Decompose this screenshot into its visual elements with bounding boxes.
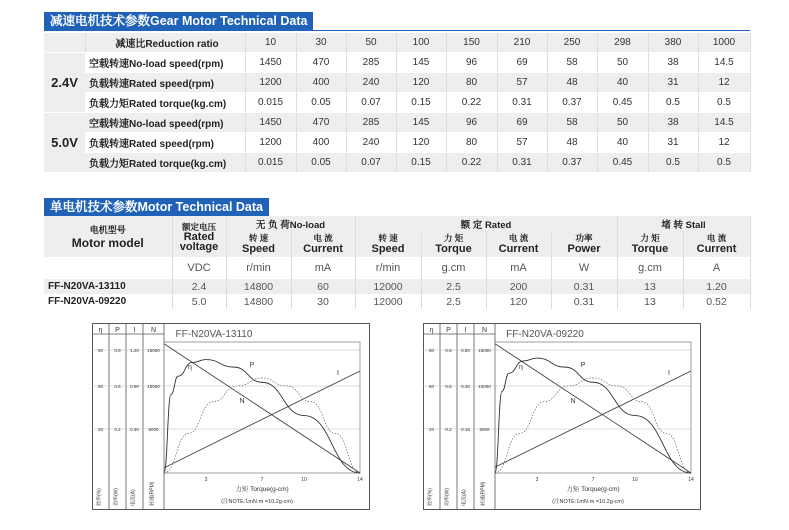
- x-tick-label: 3: [535, 477, 539, 483]
- gear-value-cell: 40: [597, 133, 648, 153]
- chart-title: FF-N20VA-13110: [175, 329, 253, 340]
- axis-tick-label: 0.15: [461, 427, 470, 432]
- axis-column-header: I: [133, 327, 136, 334]
- gear-value-cell: 0.45: [597, 153, 648, 173]
- gear-value-cell: 0.05: [296, 93, 346, 113]
- gear-value-cell: 0.31: [497, 153, 547, 173]
- motor-subheader-en: Torque: [435, 243, 472, 255]
- ratio-cell: 100: [396, 33, 446, 53]
- motor-value-cell: 30: [291, 294, 355, 309]
- ratio-cell: 380: [648, 33, 698, 53]
- performance-chart-svg: [423, 323, 701, 510]
- gear-value-cell: 1450: [245, 113, 296, 133]
- performance-chart-2: [423, 323, 701, 515]
- unit-cell: VDC: [172, 257, 226, 279]
- ratio-cell: 250: [547, 33, 597, 53]
- gear-value-cell: 58: [547, 53, 597, 73]
- motor-data-row: [44, 294, 750, 309]
- gear-row-label: 负载力矩Rated torque(kg.cm): [85, 93, 245, 113]
- voltage-header: [172, 216, 226, 257]
- ratio-cell: 150: [446, 33, 497, 53]
- motor-model-cell: FF-N20VA-13110: [44, 279, 172, 294]
- axis-column-header: P: [446, 327, 451, 334]
- vertical-axis-label: 功率(W): [113, 487, 120, 506]
- motor-value-cell: 2.4: [172, 279, 226, 294]
- motor-value-cell: 14800: [226, 279, 291, 294]
- motor-header-row-1: [44, 216, 750, 231]
- axis-column-header: N: [481, 327, 488, 334]
- x-tick-label: 10: [301, 477, 307, 483]
- model-header-en: Motor model: [71, 236, 144, 250]
- gear-value-cell: 0.45: [597, 93, 648, 113]
- gear-value-cell: 0.5: [648, 153, 698, 173]
- unit-cell: mA: [291, 257, 355, 279]
- gear-value-cell: 31: [648, 133, 698, 153]
- motor-subheader: [486, 231, 551, 257]
- gear-value-cell: 0.15: [396, 93, 446, 113]
- gear-row-label: 负载力矩Rated torque(kg.cm): [85, 153, 245, 173]
- gear-data-row: [44, 53, 750, 73]
- gear-value-cell: 69: [497, 113, 547, 133]
- vertical-axis-label: 功率(W): [444, 487, 451, 506]
- unit-cell: g.cm: [421, 257, 486, 279]
- gear-value-cell: 470: [296, 53, 346, 73]
- motor-subheader-cn: 转 速: [378, 233, 398, 243]
- motor-model-cell: FF-N20VA-09220: [44, 294, 172, 309]
- axis-column-header: P: [115, 327, 120, 334]
- motor-subheader: [226, 231, 291, 257]
- axis-tick-label: 15000: [147, 348, 160, 353]
- gear-value-cell: 0.37: [547, 153, 597, 173]
- motor-value-cell: 13: [617, 294, 683, 309]
- vertical-axis-label: 效率(%): [96, 488, 103, 506]
- gear-row-label: 空载转速No-load speed(rpm): [85, 53, 245, 73]
- x-tick-label: 10: [632, 477, 638, 483]
- gear-value-cell: 0.5: [648, 93, 698, 113]
- gear-value-cell: 285: [346, 53, 396, 73]
- ratio-cell: 10: [245, 33, 296, 53]
- axis-column-header: N: [150, 327, 157, 334]
- gear-value-cell: 1200: [245, 133, 296, 153]
- motor-subheader: [355, 231, 421, 257]
- axis-tick-label: 1.20: [130, 348, 139, 353]
- motor-subheader-cn: 力 矩: [640, 233, 660, 243]
- gear-value-cell: 40: [597, 73, 648, 93]
- motor-section-title: 单电机技术参数Motor Technical Data: [44, 198, 269, 216]
- axis-tick-label: 80: [97, 348, 104, 353]
- gear-row-label: 负载转速Rated speed(rpm): [85, 73, 245, 93]
- motor-subheader: [421, 231, 486, 257]
- x-tick-label: 7: [260, 477, 264, 483]
- voltage-group-label: 2.4V: [44, 53, 85, 113]
- voltage-header-cn: 额定电压: [181, 221, 216, 232]
- vertical-axis-label: 电流(A): [461, 489, 468, 506]
- motor-value-cell: 14800: [226, 294, 291, 309]
- axis-tick-label: 10000: [478, 384, 491, 389]
- unit-cell: r/min: [355, 257, 421, 279]
- motor-value-cell: 12000: [355, 294, 421, 309]
- gear-value-cell: 80: [446, 73, 497, 93]
- curve-label: η: [519, 364, 523, 371]
- motor-subheader-en: Speed: [371, 243, 405, 255]
- motor-data-row: [44, 279, 750, 294]
- gear-value-cell: 145: [396, 53, 446, 73]
- unit-cell: W: [551, 257, 617, 279]
- motor-subheader-cn: 电 流: [313, 233, 333, 243]
- motor-value-cell: 120: [486, 294, 551, 309]
- gear-value-cell: 12: [698, 73, 750, 93]
- motor-value-cell: 1.20: [683, 279, 750, 294]
- reduction-ratio-label: 减速比Reduction ratio: [85, 33, 245, 53]
- motor-value-cell: 0.31: [551, 279, 617, 294]
- gear-value-cell: 120: [396, 133, 446, 153]
- motor-subheader-cn: 力 矩: [443, 233, 464, 243]
- unit-cell: mA: [486, 257, 551, 279]
- motor-value-cell: 0.31: [551, 294, 617, 309]
- curve-label: N: [570, 398, 576, 405]
- axis-tick-label: 5000: [479, 427, 490, 432]
- motor-table: [44, 216, 751, 309]
- gear-value-cell: 0.22: [446, 153, 497, 173]
- gear-value-cell: 0.15: [396, 153, 446, 173]
- gear-value-cell: 0.31: [497, 93, 547, 113]
- axis-column-header: I: [464, 327, 467, 334]
- axis-column-header: η: [98, 327, 103, 334]
- motor-subheader: [683, 231, 750, 257]
- rated-header: 额 定 Rated: [355, 216, 617, 231]
- motor-subheader: [291, 231, 355, 257]
- gear-data-row: [44, 73, 750, 93]
- motor-subheader-cn: 功率: [575, 233, 593, 243]
- unit-cell: g.cm: [617, 257, 683, 279]
- axis-tick-label: 0.2: [114, 427, 121, 432]
- axis-tick-label: 0.90: [130, 384, 139, 389]
- gear-value-cell: 0.5: [698, 93, 750, 113]
- unit-cell: A: [683, 257, 750, 279]
- unit-note: (注NOTE:1mN·m =10.2g-cm): [221, 499, 293, 505]
- curve-label: η: [188, 364, 192, 371]
- gear-value-cell: 470: [296, 113, 346, 133]
- axis-tick-label: 60: [428, 384, 435, 389]
- axis-tick-label: 0.60: [461, 348, 470, 353]
- curve-label: I: [668, 370, 670, 377]
- gear-data-row: [44, 153, 750, 173]
- x-tick-label: 7: [591, 477, 595, 483]
- model-header-cn: 电机型号: [89, 225, 126, 235]
- motor-subheader: [617, 231, 683, 257]
- gear-title-underline: [44, 30, 750, 31]
- gear-value-cell: 69: [497, 53, 547, 73]
- motor-subheader-en: Speed: [241, 243, 275, 255]
- motor-subheader-cn: 转 速: [248, 233, 269, 243]
- gear-value-cell: 145: [396, 113, 446, 133]
- ratio-cell: 50: [346, 33, 396, 53]
- motor-value-cell: 12000: [355, 279, 421, 294]
- curve-label: P: [580, 362, 586, 369]
- performance-chart-svg: [92, 323, 370, 510]
- motor-subheader-en: Power: [567, 243, 601, 255]
- unit-note: (注NOTE:1mN·m =10.2g-cm): [552, 499, 624, 505]
- ratio-cell: 1000: [698, 33, 750, 53]
- axis-tick-label: 0.30: [130, 427, 139, 432]
- gear-value-cell: 0.5: [698, 153, 750, 173]
- gear-value-cell: 1450: [245, 53, 296, 73]
- motor-value-cell: 13: [617, 279, 683, 294]
- motor-value-cell: 0.52: [683, 294, 750, 309]
- motor-value-cell: 2.5: [421, 294, 486, 309]
- ratio-cell: 298: [597, 33, 648, 53]
- curve-label: N: [239, 398, 245, 405]
- gear-data-row: [44, 93, 750, 113]
- axis-column-header: η: [429, 327, 434, 334]
- motor-value-cell: 200: [486, 279, 551, 294]
- gear-value-cell: 240: [346, 133, 396, 153]
- gear-value-cell: 57: [497, 133, 547, 153]
- motor-units-row: [44, 257, 750, 279]
- gear-row-label: 负载转速Rated speed(rpm): [85, 133, 245, 153]
- axis-tick-label: 0.8: [445, 348, 452, 353]
- axis-tick-label: 60: [97, 384, 104, 389]
- gear-value-cell: 96: [446, 53, 497, 73]
- axis-tick-label: 80: [428, 348, 435, 353]
- gear-value-cell: 50: [597, 113, 648, 133]
- chart-title: FF-N20VA-09220: [506, 329, 584, 340]
- unit-cell: r/min: [226, 257, 291, 279]
- gear-value-cell: 0.07: [346, 93, 396, 113]
- gear-value-cell: 50: [597, 53, 648, 73]
- gear-value-cell: 400: [296, 133, 346, 153]
- gear-value-cell: 48: [547, 133, 597, 153]
- motor-subheader-en: Current: [696, 243, 737, 255]
- x-tick-label: 3: [204, 477, 208, 483]
- axis-tick-label: 0.6: [114, 384, 121, 389]
- voltage-header-en: Rated voltage: [179, 230, 219, 253]
- gear-value-cell: 0.07: [346, 153, 396, 173]
- performance-chart-1: [92, 323, 370, 515]
- gear-value-cell: 285: [346, 113, 396, 133]
- axis-tick-label: 0.45: [461, 384, 470, 389]
- gear-value-cell: 240: [346, 73, 396, 93]
- gear-value-cell: 48: [547, 73, 597, 93]
- gear-value-cell: 57: [497, 73, 547, 93]
- x-axis-label: 力矩 Torque(g-cm): [566, 486, 620, 493]
- gear-value-cell: 31: [648, 73, 698, 93]
- axis-tick-label: 10000: [147, 384, 160, 389]
- units-blank-cell: [44, 257, 172, 279]
- gear-motor-table: [44, 33, 751, 173]
- curve-label: I: [337, 370, 339, 377]
- gear-value-cell: 0.015: [245, 153, 296, 173]
- motor-subheader-en: Current: [303, 243, 343, 255]
- axis-tick-label: 20: [428, 427, 435, 432]
- gear-value-cell: 0.22: [446, 93, 497, 113]
- axis-tick-label: 0.2: [445, 427, 452, 432]
- axis-tick-label: 20: [97, 427, 104, 432]
- gear-value-cell: 58: [547, 113, 597, 133]
- gear-value-cell: 38: [648, 53, 698, 73]
- gear-section-title: 减速电机技术参数Gear Motor Technical Data: [44, 12, 313, 30]
- gear-value-cell: 0.37: [547, 93, 597, 113]
- gear-data-row: [44, 133, 750, 153]
- gear-value-cell: 14.5: [698, 53, 750, 73]
- model-header: [44, 216, 172, 257]
- motor-subheader-cn: 电 流: [508, 233, 529, 243]
- ratio-cell: 210: [497, 33, 547, 53]
- gear-value-cell: 0.015: [245, 93, 296, 113]
- axis-tick-label: 0.6: [445, 384, 452, 389]
- gear-value-cell: 96: [446, 113, 497, 133]
- gear-value-cell: 80: [446, 133, 497, 153]
- motor-subheader-en: Current: [498, 243, 539, 255]
- motor-subheader: [551, 231, 617, 257]
- vertical-axis-label: 效率(%): [427, 488, 434, 506]
- gear-data-row: [44, 113, 750, 133]
- x-tick-label: 14: [357, 477, 363, 483]
- gear-value-cell: 38: [648, 113, 698, 133]
- motor-value-cell: 2.5: [421, 279, 486, 294]
- motor-subheader-cn: 电 流: [706, 233, 727, 243]
- axis-tick-label: 5000: [148, 427, 159, 432]
- gear-ratio-row: [44, 33, 750, 53]
- gear-value-cell: 12: [698, 133, 750, 153]
- vertical-axis-label: 转速(RPM): [480, 481, 487, 506]
- gear-value-cell: 400: [296, 73, 346, 93]
- gear-row-label: 空载转速No-load speed(rpm): [85, 113, 245, 133]
- axis-tick-label: 15000: [478, 348, 491, 353]
- ratio-cell: 30: [296, 33, 346, 53]
- motor-value-cell: 5.0: [172, 294, 226, 309]
- vertical-axis-label: 电流(A): [130, 489, 137, 506]
- axis-tick-label: 0.8: [114, 348, 121, 353]
- motor-value-cell: 60: [291, 279, 355, 294]
- gear-value-cell: 1200: [245, 73, 296, 93]
- stall-header: 堵 转 Stall: [617, 216, 750, 231]
- x-axis-label: 力矩 Torque(g-cm): [235, 486, 289, 493]
- gear-value-cell: 0.05: [296, 153, 346, 173]
- vertical-axis-label: 转速(RPM): [149, 481, 156, 506]
- x-tick-label: 14: [688, 477, 694, 483]
- gear-value-cell: 14.5: [698, 113, 750, 133]
- motor-subheader-en: Torque: [631, 243, 669, 255]
- voltage-group-label: 5.0V: [44, 113, 85, 173]
- curve-label: P: [249, 362, 255, 369]
- gear-value-cell: 120: [396, 73, 446, 93]
- noload-header: 无 负 荷No-load: [226, 216, 355, 231]
